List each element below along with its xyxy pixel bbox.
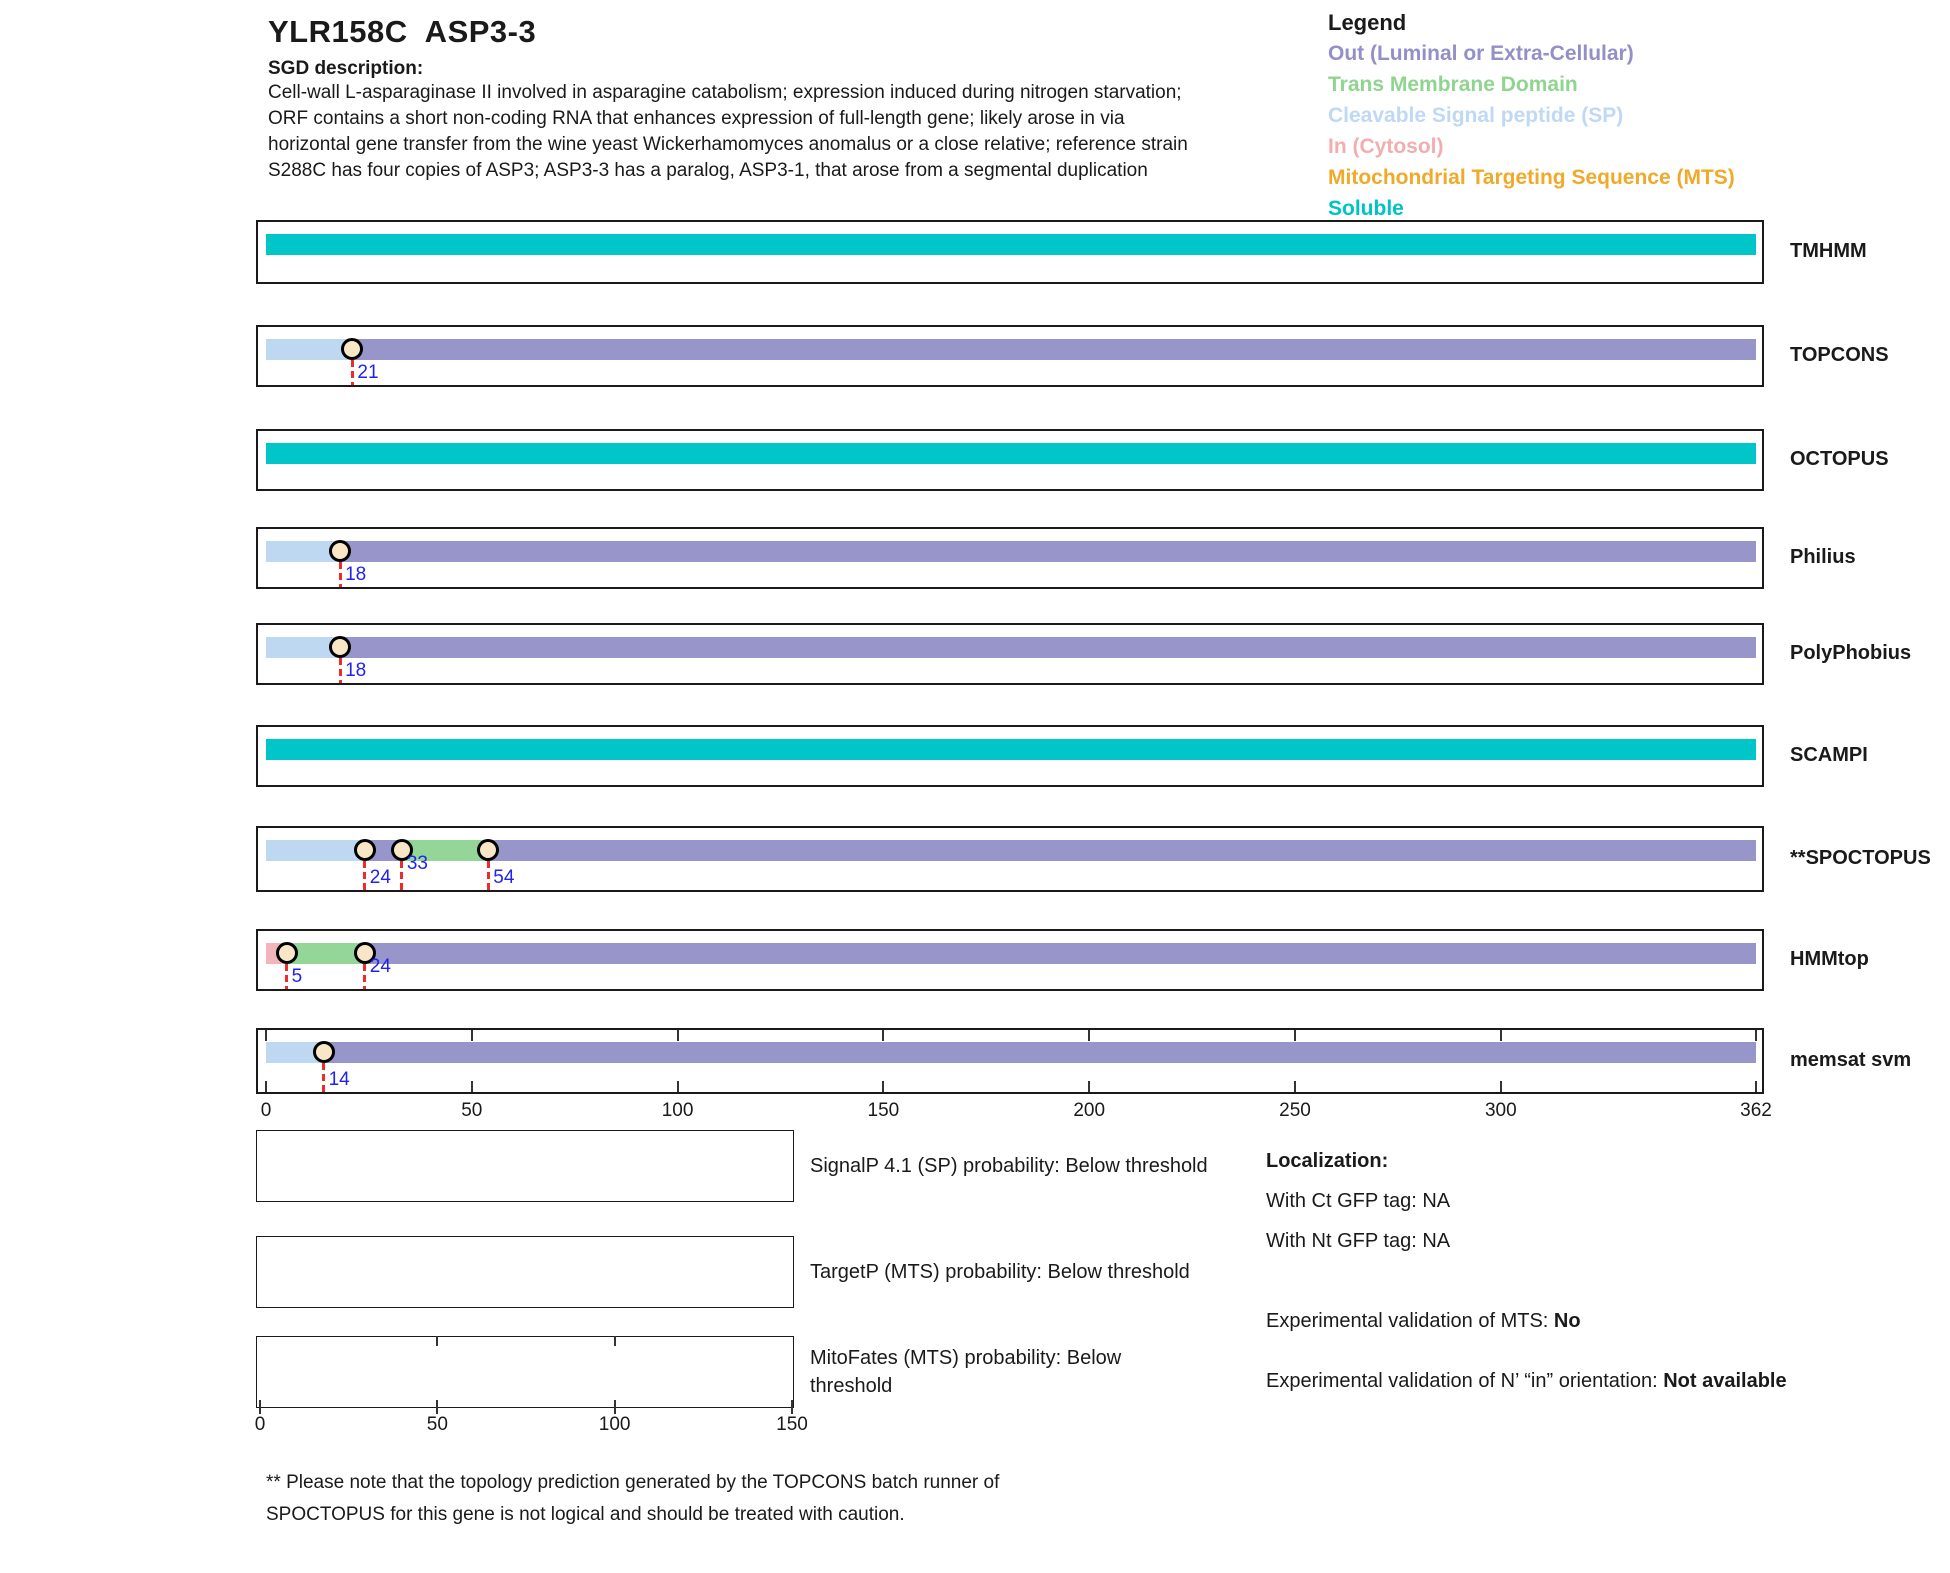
targetp-label: TargetP (MTS) probability: Below threshold	[810, 1261, 1190, 1283]
track-plot-hmmtop	[256, 929, 1764, 991]
track-plot-tmhmm	[256, 220, 1764, 284]
axis-tick	[1088, 1081, 1090, 1092]
mitofates-tick-label: 150	[776, 1414, 808, 1435]
boundary-position-label: 54	[493, 867, 515, 888]
mitofates-tick	[259, 1400, 261, 1414]
page-title: YLR158C ASP3-3	[268, 14, 537, 49]
localization-title: Localization:	[1266, 1150, 1389, 1172]
legend-item: In (Cytosol)	[1328, 135, 1444, 158]
sgd-description-line: Cell-wall L-asparaginase II involved in asparagine catabolism; expression induced during nitrogen starvation;	[268, 82, 1182, 103]
boundary-marker-line	[363, 861, 366, 890]
axis-tick	[1500, 1081, 1502, 1092]
track-name-tmhmm: TMHMM	[1790, 240, 1867, 262]
boundary-marker-circle	[354, 839, 376, 861]
boundary-marker-circle	[329, 540, 351, 562]
segment-out	[352, 339, 1756, 360]
mitofates-label: MitoFates (MTS) probability: Below threshold	[810, 1347, 1122, 1397]
axis-tick-label: 300	[1484, 1100, 1517, 1121]
axis-tick	[677, 1030, 679, 1041]
track-name-spoctopus: **SPOCTOPUS	[1790, 847, 1931, 869]
axis-tick-label: 250	[1279, 1100, 1311, 1121]
axis-tick	[1294, 1030, 1296, 1041]
nt-gfp-line: With Nt GFP tag: NA	[1266, 1230, 1451, 1252]
legend-item: Soluble	[1328, 197, 1404, 220]
legend-item: Mitochondrial Targeting Sequence (MTS)	[1328, 166, 1735, 189]
segment-out	[340, 541, 1756, 562]
axis-tick	[1294, 1081, 1296, 1092]
segment-soluble	[266, 234, 1756, 255]
boundary-marker-line	[285, 964, 288, 989]
mitofates-tick	[436, 1400, 438, 1414]
boundary-position-label: 21	[357, 362, 379, 383]
orientation-validation-line	[1266, 1365, 1826, 1397]
axis-tick	[471, 1030, 473, 1041]
boundary-marker-line	[339, 658, 342, 683]
axis-tick	[1755, 1081, 1757, 1092]
track-plot-polyphobius	[256, 623, 1764, 685]
axis-tick	[677, 1081, 679, 1092]
mitofates-tick-label: 50	[426, 1414, 448, 1435]
axis-tick-label: 150	[867, 1100, 900, 1121]
signalp-probability-plot	[256, 1130, 794, 1202]
boundary-position-label: 24	[369, 956, 391, 977]
track-plot-philius	[256, 527, 1764, 589]
track-plot-spoctopus	[256, 826, 1764, 892]
segment-soluble	[266, 739, 1756, 760]
mitofates-tick-label: 100	[598, 1414, 631, 1435]
segment-sp	[266, 339, 352, 360]
footnote-line: ** Please note that the topology prediction generated by the TOPCONS batch runner of	[266, 1472, 1000, 1493]
axis-tick	[265, 1081, 267, 1092]
legend-item: Cleavable Signal peptide (SP)	[1328, 104, 1624, 127]
boundary-marker-line	[322, 1063, 325, 1092]
sgd-description-line: ORF contains a short non-coding RNA that enhances expression of full-length gene; likely arose in via	[268, 108, 1125, 129]
mitofates-tick-label: 0	[254, 1414, 266, 1435]
targetp-probability-plot	[256, 1236, 794, 1308]
mitofates-tick	[614, 1336, 616, 1346]
track-plot-scampi	[256, 725, 1764, 787]
boundary-position-label: 24	[369, 867, 391, 888]
legend-item: Out (Luminal or Extra-Cellular)	[1328, 42, 1634, 65]
sgd-description-line: horizontal gene transfer from the wine yeast Wickerhamomyces anomalus or a close relative; reference strain	[268, 134, 1188, 155]
boundary-position-label: 14	[328, 1069, 350, 1090]
axis-tick-label: 0	[260, 1100, 272, 1121]
axis-tick-label: 100	[661, 1100, 694, 1121]
track-plot-octopus	[256, 429, 1764, 491]
axis-tick	[1755, 1030, 1757, 1041]
boundary-marker-line	[351, 360, 354, 385]
track-name-octopus: OCTOPUS	[1790, 448, 1889, 470]
axis-tick-label: 50	[461, 1100, 483, 1121]
footnote-line: SPOCTOPUS for this gene is not logical and should be treated with caution.	[266, 1504, 905, 1525]
legend	[1328, 8, 1735, 224]
orientation-validation-prefix: Experimental validation of N’ “in” orientation:	[1266, 1370, 1664, 1392]
mts-validation-value: No	[1553, 1310, 1581, 1332]
orientation-validation-value: Not available	[1663, 1370, 1787, 1392]
track-name-philius: Philius	[1790, 546, 1856, 568]
axis-tick	[882, 1030, 884, 1041]
mitofates-tick	[614, 1400, 616, 1414]
ct-gfp-line: With Ct GFP tag: NA	[1266, 1190, 1451, 1212]
axis-tick	[265, 1030, 267, 1041]
legend-item: Trans Membrane Domain	[1328, 73, 1578, 96]
legend-title: Legend	[1328, 10, 1407, 35]
boundary-position-label: 33	[406, 853, 428, 874]
boundary-marker-line	[400, 861, 403, 890]
track-name-memsat-svm: memsat svm	[1790, 1049, 1912, 1071]
boundary-position-label: 18	[345, 660, 367, 681]
axis-tick	[1500, 1030, 1502, 1041]
mts-validation-prefix: Experimental validation of MTS:	[1266, 1310, 1554, 1332]
mitofates-tick	[791, 1400, 793, 1414]
track-plot-topcons	[256, 325, 1764, 387]
axis-tick-label: 200	[1073, 1100, 1106, 1121]
axis-tick	[1088, 1030, 1090, 1041]
track-plot-memsat-svm	[256, 1028, 1764, 1094]
boundary-marker-circle	[329, 636, 351, 658]
boundary-position-label: 5	[291, 966, 303, 987]
track-name-scampi: SCAMPI	[1790, 744, 1868, 766]
axis-tick	[882, 1081, 884, 1092]
segment-sp	[266, 840, 365, 861]
mitofates-probability-plot	[256, 1336, 794, 1408]
axis-tick-label: 362	[1740, 1100, 1772, 1121]
segment-out	[365, 943, 1756, 964]
segment-out	[324, 1042, 1756, 1063]
boundary-marker-line	[487, 861, 490, 890]
track-name-hmmtop: HMMtop	[1790, 948, 1869, 970]
boundary-marker-line	[339, 562, 342, 587]
segment-out	[340, 637, 1756, 658]
track-name-polyphobius: PolyPhobius	[1790, 642, 1912, 664]
signalp-label: SignalP 4.1 (SP) probability: Below threshold	[810, 1155, 1208, 1177]
sgd-description-label: SGD description:	[268, 58, 424, 79]
segment-soluble	[266, 443, 1756, 464]
segment-out	[488, 840, 1756, 861]
track-name-topcons: TOPCONS	[1790, 344, 1889, 366]
sgd-description-line: S288C has four copies of ASP3; ASP3-3 has a paralog, ASP3-1, that arose from a segmental duplication	[268, 160, 1148, 181]
boundary-marker-circle	[276, 942, 298, 964]
boundary-position-label: 18	[345, 564, 367, 585]
mitofates-tick	[436, 1336, 438, 1346]
mts-validation-line	[1266, 1305, 1866, 1337]
boundary-marker-line	[363, 964, 366, 989]
boundary-marker-circle	[313, 1041, 335, 1063]
localization-block	[1266, 1150, 1866, 1414]
axis-tick	[471, 1081, 473, 1092]
